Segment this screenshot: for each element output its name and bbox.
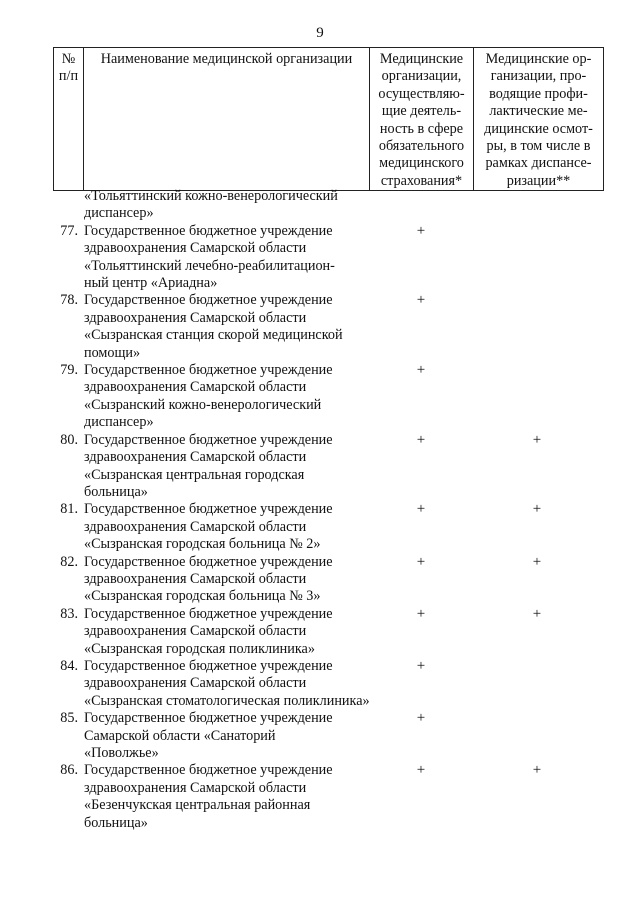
- organization-name-line: диспансер»: [84, 414, 154, 431]
- organization-name-line: «Сызранский кожно-венерологический: [84, 396, 322, 413]
- organization-name-line: больница»: [84, 814, 148, 831]
- header-dispensary-line: Медицинские ор-: [485, 51, 592, 67]
- organization-name-line: Государственное бюджетное учреждение: [84, 222, 333, 239]
- table-header: [53, 47, 604, 191]
- organization-name-line: здравоохранения Самарской области: [84, 240, 307, 257]
- organization-name-line: «Сызранская стоматологическая поликлиника»: [84, 692, 370, 709]
- organization-name-line: диспансер»: [84, 205, 154, 222]
- organization-name-line: помощи»: [84, 344, 141, 361]
- header-dispensary-line: ризации**: [506, 172, 571, 189]
- organization-name-line: «Сызранская городская больница № 2»: [84, 536, 321, 553]
- organization-name: [84, 501, 374, 553]
- row-number: 84.: [60, 657, 78, 674]
- oms-mark: +: [416, 222, 426, 239]
- header-dispensary-line: лактические ме-: [489, 103, 588, 120]
- dispensary-mark: +: [532, 553, 542, 570]
- organization-name-line: «Сызранская станция скорой медицинской: [84, 327, 343, 344]
- header-oms-line: щие деятель-: [381, 103, 462, 120]
- header-dispensary-column: [474, 48, 604, 191]
- organization-name-line: Государственное бюджетное учреждение: [84, 501, 333, 518]
- oms-mark: +: [416, 362, 426, 379]
- header-dispensary-line: водящие профи-: [489, 85, 588, 102]
- table-row: [0, 292, 640, 362]
- organization-name: [84, 432, 374, 502]
- table-row: [0, 710, 640, 762]
- organization-name: [84, 710, 374, 762]
- organization-name-line: Государственное бюджетное учреждение: [84, 292, 333, 309]
- organization-name-line: «Сызранская городская больница № 3»: [84, 588, 321, 605]
- dispensary-mark: +: [532, 605, 542, 622]
- organization-name: [84, 658, 374, 710]
- oms-mark: +: [416, 292, 426, 309]
- oms-mark: +: [416, 762, 426, 779]
- organization-name-line: больница»: [84, 483, 148, 500]
- oms-mark: +: [416, 431, 426, 448]
- dispensary-mark: +: [532, 431, 542, 448]
- row-number: 80.: [60, 431, 78, 448]
- organization-name-line: ный центр «Ариадна»: [84, 275, 218, 292]
- organization-name-line: Государственное бюджетное учреждение: [84, 431, 333, 448]
- organization-list: [0, 188, 640, 832]
- header-oms-line: медицинского: [379, 155, 464, 172]
- table-row: [0, 606, 640, 658]
- organization-name-line: «Тольяттинский лечебно-реабилитацион-: [84, 257, 335, 274]
- organization-name-line: «Безенчукская центральная районная: [84, 797, 311, 814]
- organization-name-line: «Сызранская городская поликлиника»: [84, 640, 315, 657]
- organization-name-line: здравоохранения Самарской области: [84, 570, 307, 587]
- row-number: 78.: [60, 292, 78, 309]
- header-dispensary-line: ры, в том числе в: [486, 138, 591, 155]
- organization-name-line: Государственное бюджетное учреждение: [84, 553, 333, 570]
- table-row: [0, 554, 640, 606]
- header-dispensary-line: дицинские осмот-: [484, 120, 593, 137]
- organization-name-line: здравоохранения Самарской области: [84, 518, 307, 535]
- organization-name-line: Государственное бюджетное учреждение: [84, 605, 333, 622]
- row-number: 82.: [60, 553, 78, 570]
- organization-name: [84, 292, 374, 362]
- header-oms-line: Медицинские: [379, 51, 464, 67]
- oms-mark: +: [416, 710, 426, 727]
- header-oms-column: [370, 48, 474, 191]
- oms-mark: +: [416, 553, 426, 570]
- organization-name-line: здравоохранения Самарской области: [84, 379, 307, 396]
- header-oms-line: организации,: [381, 68, 462, 85]
- header-number-column: [54, 48, 84, 191]
- organization-name-line: «Сызранская центральная городская: [84, 466, 305, 483]
- organization-name-line: Государственное бюджетное учреждение: [84, 657, 333, 674]
- header-name-column: Наименование медицинской организации: [84, 48, 370, 191]
- organization-name-line: здравоохранения Самарской области: [84, 449, 307, 466]
- organization-name: [84, 223, 374, 293]
- organization-name-line: «Тольяттинский кожно-венерологический: [84, 188, 338, 204]
- table-row: [0, 223, 640, 293]
- header-oms-line: ность в сфере: [379, 120, 464, 137]
- organization-name: [84, 554, 374, 606]
- header-number-line: п/п: [58, 68, 79, 85]
- organization-name: [84, 762, 374, 832]
- organization-name-line: здравоохранения Самарской области: [84, 779, 307, 796]
- organization-name-line: здравоохранения Самарской области: [84, 623, 307, 640]
- organization-name-line: здравоохранения Самарской области: [84, 675, 307, 692]
- organization-name: [84, 362, 374, 432]
- oms-mark: +: [416, 605, 426, 622]
- header-dispensary-line: ганизации, про-: [490, 68, 587, 85]
- header-dispensary-line: рамках диспансе-: [485, 155, 592, 172]
- header-number-line: №: [61, 51, 76, 67]
- organization-name-line: «Поволжье»: [84, 745, 159, 761]
- row-number: 85.: [60, 710, 78, 727]
- header-oms-line: обязательного: [378, 138, 465, 155]
- dispensary-mark: +: [532, 762, 542, 779]
- table-row: [0, 362, 640, 432]
- table-row: [0, 188, 640, 223]
- organization-name-line: Самарской области «Санаторий: [84, 727, 276, 744]
- organization-name: [84, 188, 374, 223]
- row-number: 86.: [60, 762, 78, 779]
- page-number: 9: [316, 25, 324, 41]
- table-row: [0, 658, 640, 710]
- table-row: [0, 762, 640, 832]
- oms-mark: +: [416, 657, 426, 674]
- row-number: 83.: [60, 605, 78, 622]
- row-number: 77.: [60, 222, 78, 239]
- dispensary-mark: +: [532, 501, 542, 518]
- organization-name-line: Государственное бюджетное учреждение: [84, 762, 333, 779]
- header-oms-line: осуществляю-: [378, 85, 465, 102]
- header-oms-line: страхования*: [380, 172, 463, 189]
- organization-name-line: Государственное бюджетное учреждение: [84, 362, 333, 379]
- row-number: 81.: [60, 501, 78, 518]
- organization-name-line: Государственное бюджетное учреждение: [84, 710, 333, 727]
- organization-name-line: здравоохранения Самарской области: [84, 309, 307, 326]
- organization-name: [84, 606, 374, 658]
- row-number: 79.: [60, 362, 78, 379]
- table-row: [0, 432, 640, 502]
- table-row: [0, 501, 640, 553]
- oms-mark: +: [416, 501, 426, 518]
